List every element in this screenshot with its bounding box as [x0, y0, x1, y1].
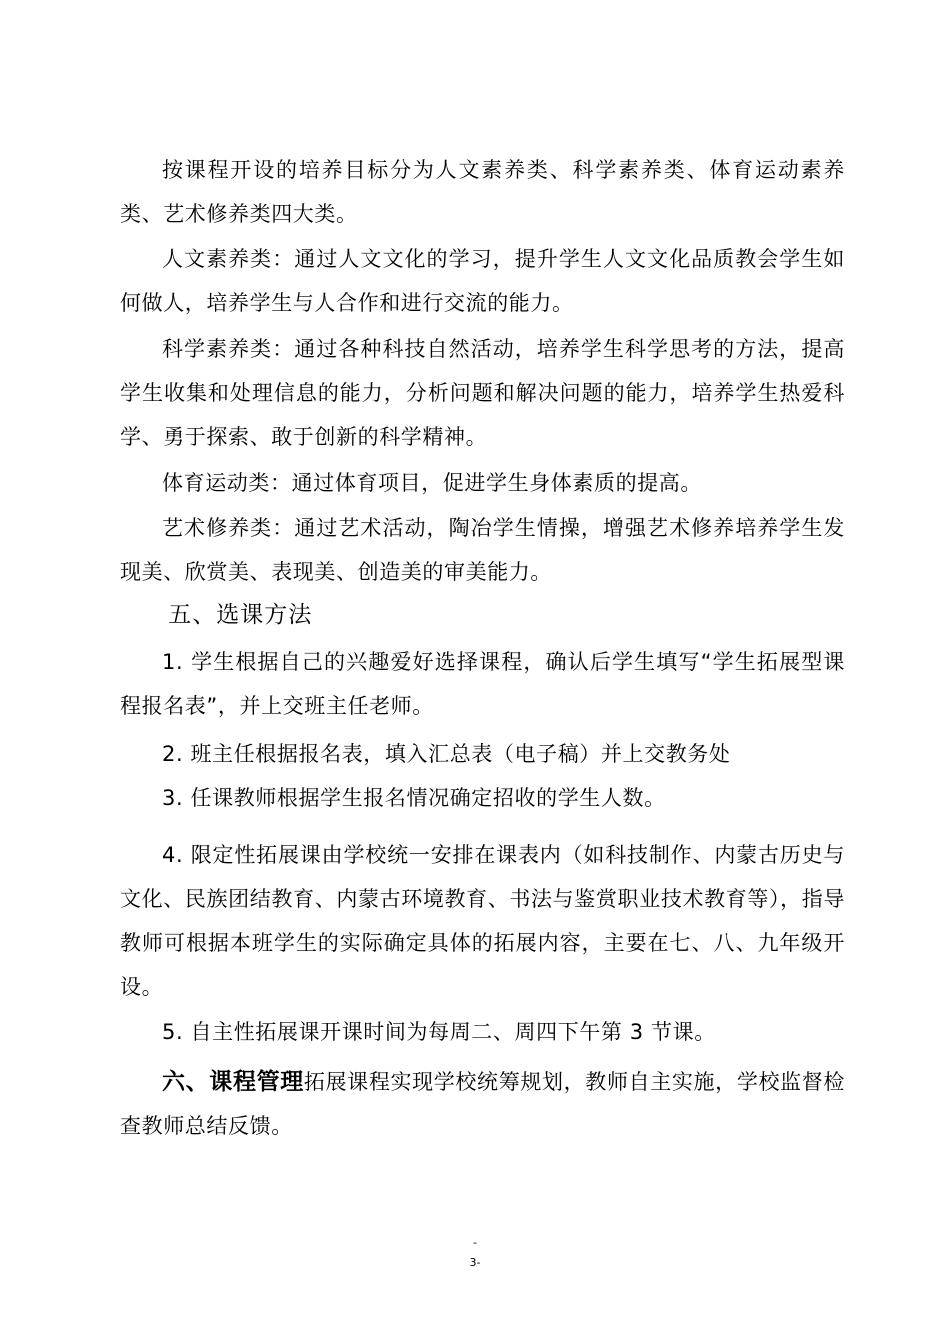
- list-item-enrollment-step-5: 5. 自主性拓展课开课时间为每周二、周四下午第 3 节课。: [162, 1020, 716, 1044]
- paragraph-course-categories: 按课程开设的培养目标分为人文素养类、科学素养类、体育运动素养类、艺术修养类四大类。: [120, 158, 845, 226]
- paragraph-science: 科学素养类：通过各种科技自然活动，培养学生科学思考的方法，提高学生收集和处理信息的能力，分析问题和解决问题的能力，培养学生热爱科学、勇于探索、敢于创新的科学精神。: [120, 337, 845, 449]
- list-item-enrollment-step-3: 3. 任课教师根据学生报名情况确定招收的学生人数。: [162, 786, 666, 810]
- section-six-text: 拓展课程实现学校统筹规划，教师自主实施，学校监督检查教师总结反馈。: [120, 1070, 846, 1138]
- list-item-enrollment-step-2: 2. 班主任根据报名表，填入汇总表（电子稿）并上交教务处: [162, 742, 731, 766]
- section-six-heading: 六、课程管理: [162, 1069, 304, 1095]
- paragraph-arts: 艺术修养类：通过艺术活动，陶冶学生情操，增强艺术修养培养学生发现美、欣赏美、表现美、创造美的审美能力。: [120, 516, 845, 584]
- paragraph-humanities: 人文素养类：通过人文文化的学习，提升学生人文文化品质教会学生如何做人，培养学生与人合作和进行交流的能力。: [120, 247, 845, 315]
- list-item-enrollment-step-1: 1. 学生根据自己的兴趣爱好选择课程，确认后学生填写“学生拓展型课程报名表”，并上交班主任老师。: [120, 650, 845, 718]
- list-item-enrollment-step-4: 4. 限定性拓展课由学校统一安排在课表内（如科技制作、内蒙古历史与文化、民族团结教育、内蒙古环境教育、书法与鉴赏职业技术教育等），指导教师可根据本班学生的实际确定具体的拓展内容，主要在七、八、九年级开设。: [120, 843, 845, 999]
- page-number: 3-: [469, 1256, 481, 1269]
- footer-dash: -: [473, 1236, 477, 1249]
- paragraph-sports: 体育运动类：通过体育项目，促进学生身体素质的提高。: [162, 471, 702, 495]
- section-six-paragraph: [120, 1060, 845, 1148]
- section-five-heading: 五、选课方法: [168, 602, 313, 628]
